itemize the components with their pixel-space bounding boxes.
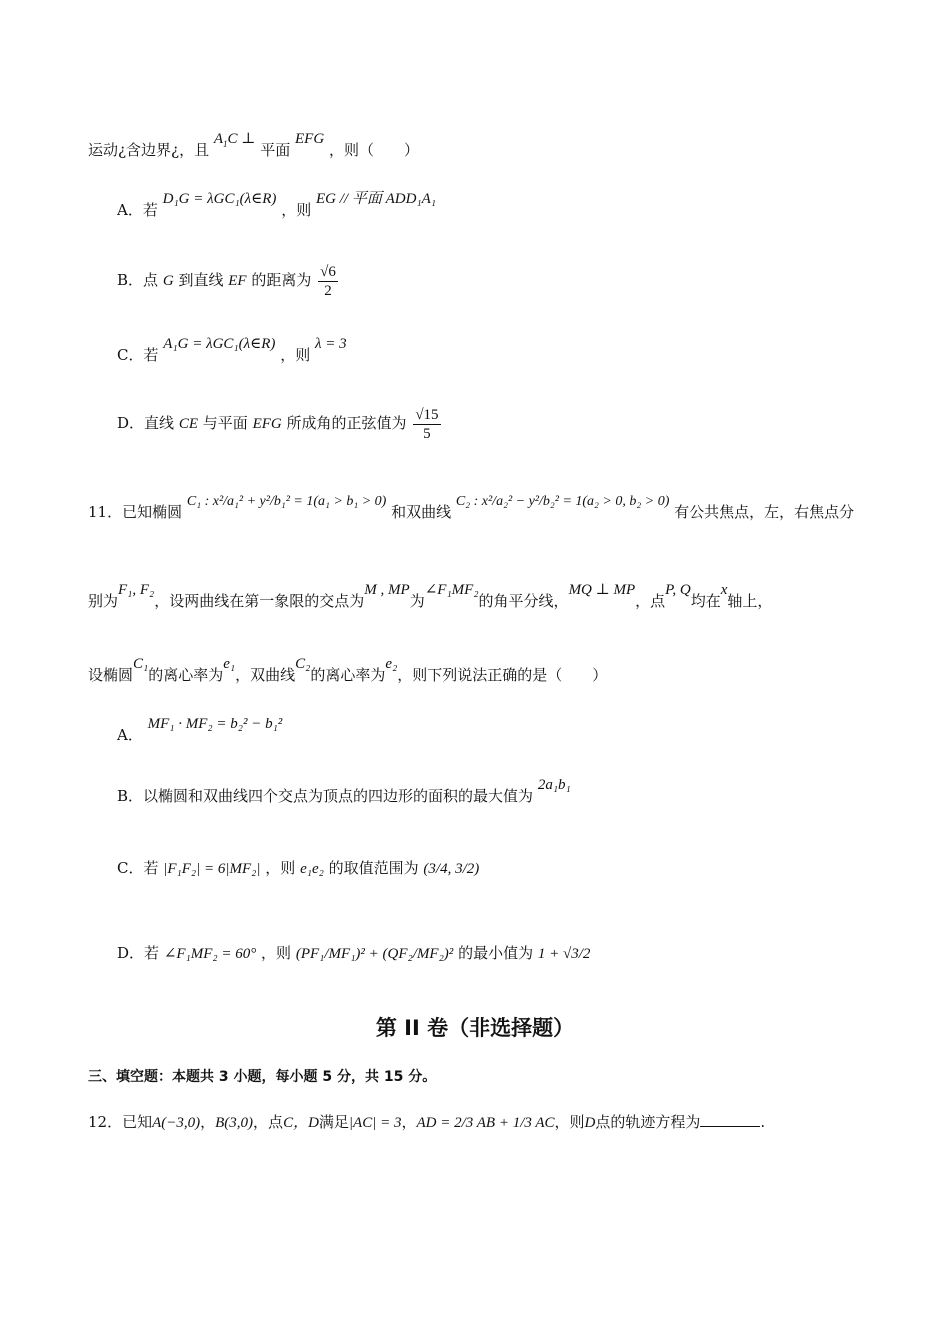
- option-d-mid: ，则: [261, 944, 292, 962]
- option-b-g: G: [162, 273, 174, 289]
- q11-hyperbola-equation: C₂ : x²/a₂² − y²/b₂² = 1(a₂ > 0, b₂ > 0): [455, 494, 670, 509]
- fraction-numerator: √6: [320, 263, 336, 280]
- part2-title: 第 II 卷（非选择题）: [375, 1016, 575, 1040]
- option-c-label: C．若: [117, 859, 159, 877]
- math-foci: F₁, F₂: [118, 582, 155, 598]
- stem-suffix: ，则（ ）: [328, 141, 419, 159]
- option-c-math: A₁G = λGC₁(λ∈R): [163, 336, 276, 352]
- option-b-text1: 到直线: [178, 271, 224, 289]
- option-b-label: B．点: [117, 271, 159, 289]
- q11-option-b: [117, 777, 571, 807]
- option-d-label: D．直线: [117, 414, 175, 432]
- q12-stem: [88, 1112, 765, 1133]
- option-b-fraction: [318, 263, 338, 300]
- q11-and-hyperbola: 和双曲线: [391, 503, 452, 521]
- text: 满足: [318, 1113, 349, 1131]
- text: .: [760, 1113, 766, 1131]
- text: ，: [200, 1113, 216, 1131]
- math-vector-ad: AD = 2/3 AB + 1/3 AC: [416, 1115, 555, 1131]
- q11-tail: 有公共焦点，左，右焦点分: [674, 503, 855, 521]
- option-d-label: D．若: [117, 944, 160, 962]
- text: 点的轨迹方程为: [595, 1113, 701, 1131]
- option-d-text: 的最小值为: [458, 944, 534, 962]
- option-c-text: 的取值范围为: [328, 859, 419, 877]
- math-e2: e₂: [385, 656, 398, 672]
- q11-ellipse-equation: C₁ : x²/a₁² + y²/b₁² = 1(a₁ > b₁ > 0): [186, 494, 387, 509]
- q10-option-b: [117, 262, 340, 300]
- text: 为: [409, 592, 425, 610]
- option-d-efg: EFG: [252, 416, 282, 432]
- option-d-expression: (PF₁/MF₁)² + (QF₂/MF₂)²: [295, 946, 454, 962]
- option-a-mid: ，则: [281, 201, 312, 219]
- option-d-condition: ∠F₁MF₂ = 60°: [163, 946, 257, 962]
- option-c-mid: ，则: [280, 346, 311, 364]
- text: 别为: [88, 592, 119, 610]
- stem-math-a1c: $A_1C$ ⊥: [213, 131, 256, 149]
- text: ，: [401, 1113, 417, 1131]
- stem-math-efg: EFG: [295, 131, 325, 147]
- option-b-math: 2a₁b₁: [537, 777, 571, 793]
- text: ，点: [253, 1113, 284, 1131]
- stem-plane: 平面: [260, 141, 291, 159]
- text: ，则下列说法正确的是（ ）: [397, 666, 608, 684]
- q10-option-d: [117, 405, 443, 443]
- q11-stem-line1: [88, 494, 855, 524]
- option-c-mid: ，则: [265, 859, 296, 877]
- text: 均在: [690, 592, 721, 610]
- option-b-text: B．以椭圆和双曲线四个交点为顶点的四边形的面积的最大值为: [117, 787, 534, 805]
- option-a-math2: EG // 平面 ADD₁A₁: [316, 191, 437, 207]
- text: 设椭圆: [88, 666, 134, 684]
- math-point-b: B(3,0): [215, 1115, 254, 1131]
- math-point-a: A(−3,0): [152, 1115, 201, 1131]
- option-a-label: A．若: [117, 201, 158, 219]
- option-c-e: e₁e₂: [300, 861, 324, 877]
- math-c2: C₂: [295, 656, 311, 672]
- text: 12．已知: [88, 1113, 153, 1131]
- fraction-denominator: 2: [324, 282, 332, 299]
- text: ，则: [554, 1113, 585, 1131]
- section-3-heading: 三、填空题：本题共 3 小题，每小题 5 分，共 15 分。: [88, 1069, 437, 1085]
- option-b-text2: 的距离为: [251, 271, 312, 289]
- q10-stem-tail: [88, 131, 419, 166]
- option-a-math: D₁G = λGC₁(λ∈R): [162, 191, 277, 207]
- math-m-mp: M , MP: [364, 582, 410, 598]
- stem-prefix: 运动¿含边界¿，且: [88, 141, 210, 159]
- option-c-math2: λ = 3: [314, 336, 347, 352]
- option-b-ef: EF: [228, 273, 247, 289]
- text: 的角平分线，: [478, 592, 569, 610]
- math-angle: ∠F₁MF₂: [424, 582, 479, 598]
- math-abs-ac: |AC| = 3: [348, 1115, 402, 1131]
- q10-option-a: [117, 191, 437, 221]
- text: ，设两曲线在第一象限的交点为: [154, 592, 365, 610]
- text: ，双曲线: [235, 666, 296, 684]
- math-pq: P, Q: [665, 582, 691, 598]
- option-c-label: C．若: [117, 346, 159, 364]
- option-d-fraction: [413, 406, 440, 443]
- q11-intro: 11．已知椭圆: [88, 503, 183, 521]
- option-a-label: A．: [117, 726, 143, 744]
- math-d: D: [584, 1115, 596, 1131]
- q11-stem-line3: [88, 656, 608, 686]
- fraction-numerator: √15: [415, 406, 439, 423]
- math-e1: e₁: [223, 656, 236, 672]
- math-perp: MQ ⊥ MP: [568, 582, 636, 598]
- math-x: x: [720, 582, 728, 598]
- text: 的离心率为: [148, 666, 224, 684]
- answer-blank[interactable]: [700, 1126, 760, 1127]
- option-a-math: MF₁ · MF₂ = b₂² − b₁²: [147, 716, 283, 732]
- option-c-math: |F₁F₂| = 6|MF₂|: [163, 861, 261, 877]
- option-d-ce: CE: [178, 416, 198, 432]
- q10-option-c: [117, 336, 347, 366]
- option-c-range: (3/4, 3/2): [423, 861, 480, 877]
- q11-stem-line2: [88, 582, 773, 612]
- option-d-text1: 与平面: [202, 414, 248, 432]
- q11-option-d: [117, 943, 590, 964]
- text: ，点: [635, 592, 666, 610]
- q11-option-c: [117, 858, 479, 879]
- math-c1: C₁: [133, 656, 149, 672]
- math-cd: C，D: [283, 1115, 319, 1131]
- fraction-denominator: 5: [423, 425, 431, 442]
- q11-option-a: [117, 716, 283, 746]
- option-d-text2: 所成角的正弦值为: [286, 414, 407, 432]
- option-d-value: 1 + √3/2: [537, 946, 591, 962]
- text: 轴上，: [727, 592, 773, 610]
- text: 的离心率为: [310, 666, 386, 684]
